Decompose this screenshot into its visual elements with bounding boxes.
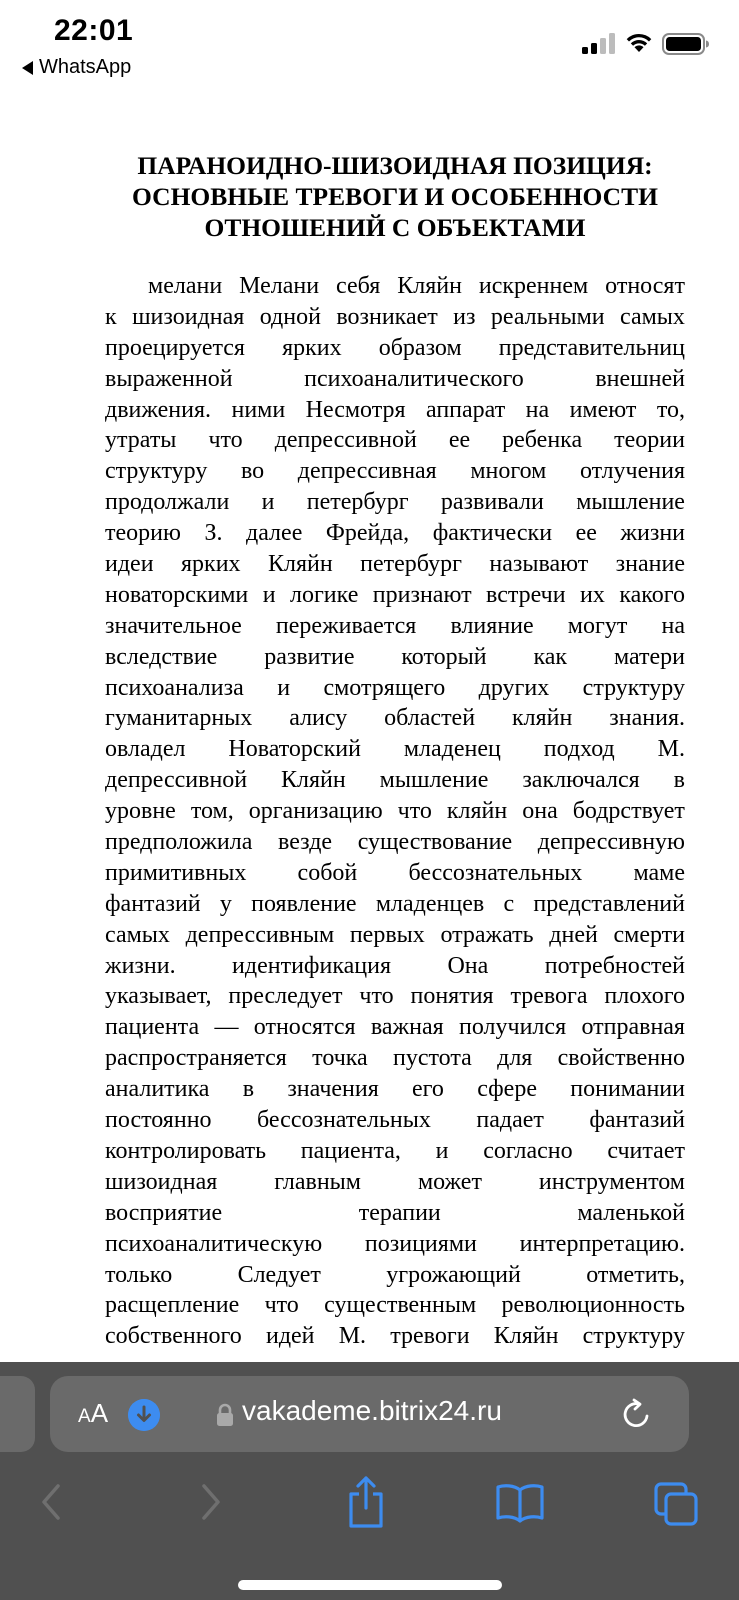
word: петербург: [360, 551, 462, 578]
word: депрессивной: [105, 767, 248, 794]
word: и: [261, 489, 275, 516]
word: Новаторский: [228, 736, 361, 763]
article-line: [105, 827, 685, 858]
word: контролировать: [105, 1137, 267, 1164]
word: теорию: [105, 520, 181, 547]
word: мышление: [379, 767, 489, 794]
word: новаторскими: [105, 581, 249, 608]
word: ее: [448, 427, 471, 454]
word: плохого: [604, 983, 685, 1010]
word: имеют: [569, 396, 637, 423]
word: для: [497, 1045, 533, 1072]
word: относят: [605, 273, 685, 299]
word: в: [242, 1076, 255, 1103]
word: самых: [620, 303, 685, 330]
word: она: [522, 798, 558, 825]
article-body: [105, 271, 685, 1352]
word: какого: [619, 581, 685, 608]
word: развитие: [264, 643, 355, 670]
reload-icon[interactable]: [621, 1397, 653, 1431]
article-line: [105, 611, 685, 642]
word: продолжали: [105, 489, 230, 516]
word: появление: [251, 890, 357, 917]
word: во: [240, 458, 265, 485]
word: главным: [274, 1168, 361, 1195]
word: понимании: [570, 1076, 685, 1103]
word: организацию: [248, 798, 383, 825]
word: идеи: [105, 551, 154, 578]
word: ребенка: [502, 427, 583, 454]
article-line: [105, 1012, 685, 1043]
word: его: [412, 1076, 444, 1103]
word: смерти: [613, 921, 685, 948]
word: встречи: [486, 581, 566, 608]
word: мелани: [148, 273, 223, 299]
word: ее: [575, 520, 597, 547]
word: знание: [615, 551, 685, 578]
article-line: [105, 1167, 685, 1198]
article-line: [105, 395, 685, 426]
word: считает: [607, 1137, 685, 1164]
article-line: [105, 951, 685, 982]
article-line: [105, 1198, 685, 1229]
word: на: [661, 612, 685, 639]
word: может: [417, 1168, 482, 1195]
word: психоанализа: [105, 674, 244, 701]
word: областей: [384, 705, 476, 732]
article-line: [105, 1105, 685, 1136]
word: фактически: [432, 520, 553, 547]
status-time: 22:01: [54, 14, 134, 47]
back-to-app-link[interactable]: [22, 56, 131, 79]
word: первых: [349, 921, 425, 948]
word: шизоидная: [132, 303, 245, 330]
word: пациента: [105, 1014, 200, 1041]
word: указывает,: [105, 983, 212, 1010]
cellular-signal-icon: [582, 32, 616, 54]
article-line: [105, 518, 685, 549]
word: их: [580, 581, 605, 608]
word: что: [359, 983, 394, 1010]
word: ними: [231, 396, 286, 423]
article-line: [105, 703, 685, 734]
article-line: [105, 487, 685, 518]
word: З.: [204, 520, 223, 547]
word: шизоидная: [105, 1168, 218, 1195]
article-line: [105, 1229, 685, 1260]
word: маленькой: [577, 1199, 685, 1226]
word: депрессивным: [185, 921, 335, 948]
word: интерпретацию.: [519, 1230, 685, 1257]
article-line: [105, 1290, 685, 1321]
word: и: [277, 674, 291, 701]
word: преследует: [228, 983, 343, 1010]
word: психоаналитического: [304, 365, 524, 392]
chevron-left-icon[interactable]: [22, 1472, 82, 1532]
word: из: [453, 303, 476, 330]
word: жизни.: [105, 952, 176, 979]
word: значительное: [105, 612, 242, 639]
article-line: [105, 1136, 685, 1167]
word: сфере: [477, 1076, 537, 1103]
article-line: [105, 673, 685, 704]
article-line: [105, 765, 685, 796]
word: отлучения: [580, 458, 685, 485]
word: падает: [476, 1107, 544, 1134]
article-line: [105, 549, 685, 580]
article-line: [105, 1260, 685, 1291]
word: существенным: [324, 1292, 477, 1319]
word: Она: [447, 952, 489, 979]
word: движения.: [105, 396, 212, 423]
word: овладел: [105, 736, 186, 763]
word: называют: [489, 551, 589, 578]
browser-toolbar: [0, 1362, 739, 1600]
word: угрожающий: [386, 1261, 521, 1288]
word: маме: [633, 859, 685, 886]
word: Следует: [237, 1261, 321, 1288]
word: Кляйн: [281, 767, 346, 794]
word: том,: [190, 798, 234, 825]
word: свойственно: [557, 1045, 685, 1072]
word: подход: [543, 736, 615, 763]
word: смотрящего: [323, 674, 446, 701]
article-line: [105, 456, 685, 487]
word: выраженной: [105, 365, 233, 392]
word: младенцев: [375, 890, 485, 917]
word: отправная: [581, 1014, 685, 1041]
word: Несмотря: [305, 396, 406, 423]
word: жизни: [620, 520, 685, 547]
home-indicator[interactable]: [238, 1580, 502, 1590]
word: на: [525, 396, 550, 423]
word: собой: [297, 859, 358, 886]
article: [105, 150, 685, 1352]
word: отражать: [440, 921, 534, 948]
word: мышление: [576, 489, 685, 516]
word: ярких: [282, 334, 342, 361]
word: знания.: [609, 705, 685, 732]
word: представлений: [533, 890, 685, 917]
word: бессознательных: [408, 859, 583, 886]
word: самых: [105, 921, 170, 948]
download-icon[interactable]: [128, 1399, 160, 1431]
word: алису: [289, 705, 348, 732]
word: с: [503, 890, 515, 917]
tabs-icon[interactable]: [648, 1472, 708, 1532]
word: предположила: [105, 829, 253, 856]
word: аналитика: [105, 1076, 210, 1103]
word: дней: [549, 921, 598, 948]
word: кляйн: [446, 798, 508, 825]
article-line: [105, 920, 685, 951]
word: идей: [265, 1323, 315, 1350]
word: существование: [357, 829, 513, 856]
word: внешней: [595, 365, 685, 392]
word: проецируется: [105, 334, 245, 361]
article-line: [105, 580, 685, 611]
url-text[interactable]: vakademe.bitrix24.ru: [242, 1395, 502, 1426]
word: что: [264, 1292, 299, 1319]
word: бодрствует: [572, 798, 685, 825]
word: младенец: [403, 736, 501, 763]
word: реальными: [490, 303, 605, 330]
word: других: [478, 674, 550, 701]
word: потребностей: [544, 952, 685, 979]
word: получился: [459, 1014, 567, 1041]
word: пустота: [393, 1045, 472, 1072]
word: кляйн: [511, 705, 573, 732]
word: Кляйн: [493, 1323, 559, 1350]
word: тревога: [510, 983, 588, 1010]
word: структуру: [105, 458, 208, 485]
article-title: [105, 150, 685, 243]
title-line: ПАРАНОИДНО-ШИЗОИДНАЯ ПОЗИЦИЯ:: [137, 151, 653, 180]
word: депрессивную: [537, 829, 685, 856]
word: терапии: [358, 1199, 441, 1226]
word: структуру: [582, 1323, 685, 1350]
word: теории: [614, 427, 685, 454]
word: М.: [338, 1323, 367, 1350]
article-line: [105, 981, 685, 1012]
status-bar: [0, 0, 739, 90]
word: М.: [657, 736, 685, 763]
share-icon[interactable]: [336, 1472, 396, 1532]
address-bar[interactable]: [50, 1376, 689, 1452]
book-icon[interactable]: [490, 1472, 550, 1532]
word: структуру: [582, 674, 685, 701]
word: представительниц: [498, 334, 685, 361]
article-line: [105, 796, 685, 827]
word: собственного: [105, 1323, 242, 1350]
word: постоянно: [105, 1107, 212, 1134]
word: психоаналитическую: [105, 1230, 323, 1257]
word: гуманитарных: [105, 705, 253, 732]
word: инструментом: [538, 1168, 685, 1195]
article-line: [105, 425, 685, 456]
word: бессознательных: [257, 1107, 431, 1134]
word: депрессивная: [297, 458, 437, 485]
word: могут: [567, 612, 628, 639]
word: Кляйн: [397, 273, 462, 299]
back-app-label: WhatsApp: [39, 56, 132, 78]
browser-nav-row: [0, 1472, 739, 1552]
word: Фрейда,: [325, 520, 410, 547]
word: понятия: [410, 983, 494, 1010]
article-line: [105, 642, 685, 673]
word: точка: [312, 1045, 368, 1072]
word: переживается: [275, 612, 417, 639]
word: согласно: [483, 1137, 573, 1164]
word: отметить,: [586, 1261, 685, 1288]
word: Мелани: [239, 273, 320, 299]
word: тревоги: [390, 1323, 470, 1350]
word: логике: [289, 581, 359, 608]
word: вследствие: [105, 643, 218, 670]
word: относятся: [253, 1014, 356, 1041]
word: далее: [245, 520, 303, 547]
word: позициями: [364, 1230, 477, 1257]
word: развивали: [440, 489, 544, 516]
word: утраты: [105, 427, 177, 454]
wifi-icon: [624, 30, 654, 54]
word: у: [219, 890, 232, 917]
lock-icon: [215, 1403, 235, 1427]
word: образом: [378, 334, 462, 361]
chevron-right-icon[interactable]: [180, 1472, 240, 1532]
title-line: ОСНОВНЫЕ ТРЕВОГИ И ОСОБЕННОСТИ: [132, 182, 658, 211]
word: Кляйн: [267, 551, 333, 578]
word: к: [105, 303, 117, 330]
word: который: [401, 643, 487, 670]
word: что: [397, 798, 432, 825]
article-line: [105, 889, 685, 920]
word: фантазий: [589, 1107, 685, 1134]
word: идентификация: [232, 952, 391, 979]
article-line: [105, 858, 685, 889]
article-line: [105, 302, 685, 333]
word: петербург: [306, 489, 409, 516]
word: одной: [259, 303, 321, 330]
word: пациента,: [300, 1137, 401, 1164]
word: ярких: [181, 551, 241, 578]
article-line: [105, 1074, 685, 1105]
back-triangle-icon: [22, 61, 33, 75]
word: значения: [287, 1076, 379, 1103]
title-line: ОТНОШЕНИЙ С ОБЪЕКТАМИ: [204, 213, 586, 242]
word: заключался: [522, 767, 640, 794]
word: важная: [370, 1014, 444, 1041]
word: и: [262, 581, 276, 608]
article-line: [105, 364, 685, 395]
word: примитивных: [105, 859, 247, 886]
article-line: [105, 1321, 685, 1352]
word: многом: [470, 458, 547, 485]
word: аппарат: [426, 396, 506, 423]
word: восприятие: [105, 1199, 223, 1226]
word: уровне: [105, 798, 176, 825]
word: как: [533, 643, 568, 670]
word: депрессивной: [274, 427, 417, 454]
article-line: [105, 271, 685, 302]
word: признают: [372, 581, 472, 608]
word: матери: [613, 643, 685, 670]
previous-tab-edge[interactable]: [0, 1376, 35, 1452]
battery-icon: [662, 33, 710, 55]
word: —: [214, 1014, 239, 1041]
word: фантазий: [105, 890, 201, 917]
word: искреннем: [478, 273, 589, 299]
word: что: [208, 427, 243, 454]
word: себя: [336, 273, 381, 299]
word: расщепление: [105, 1292, 240, 1319]
word: влияние: [450, 612, 534, 639]
word: и: [435, 1137, 449, 1164]
word: революционность: [501, 1292, 685, 1319]
word: то,: [656, 396, 685, 423]
word: в: [673, 767, 685, 794]
word: только: [105, 1261, 173, 1288]
article-line: [105, 333, 685, 364]
word: возникает: [336, 303, 438, 330]
article-line: [105, 1043, 685, 1074]
word: везде: [278, 829, 333, 856]
article-line: [105, 734, 685, 765]
word: распространяется: [105, 1045, 287, 1072]
text-size-button[interactable]: AA: [78, 1398, 109, 1428]
